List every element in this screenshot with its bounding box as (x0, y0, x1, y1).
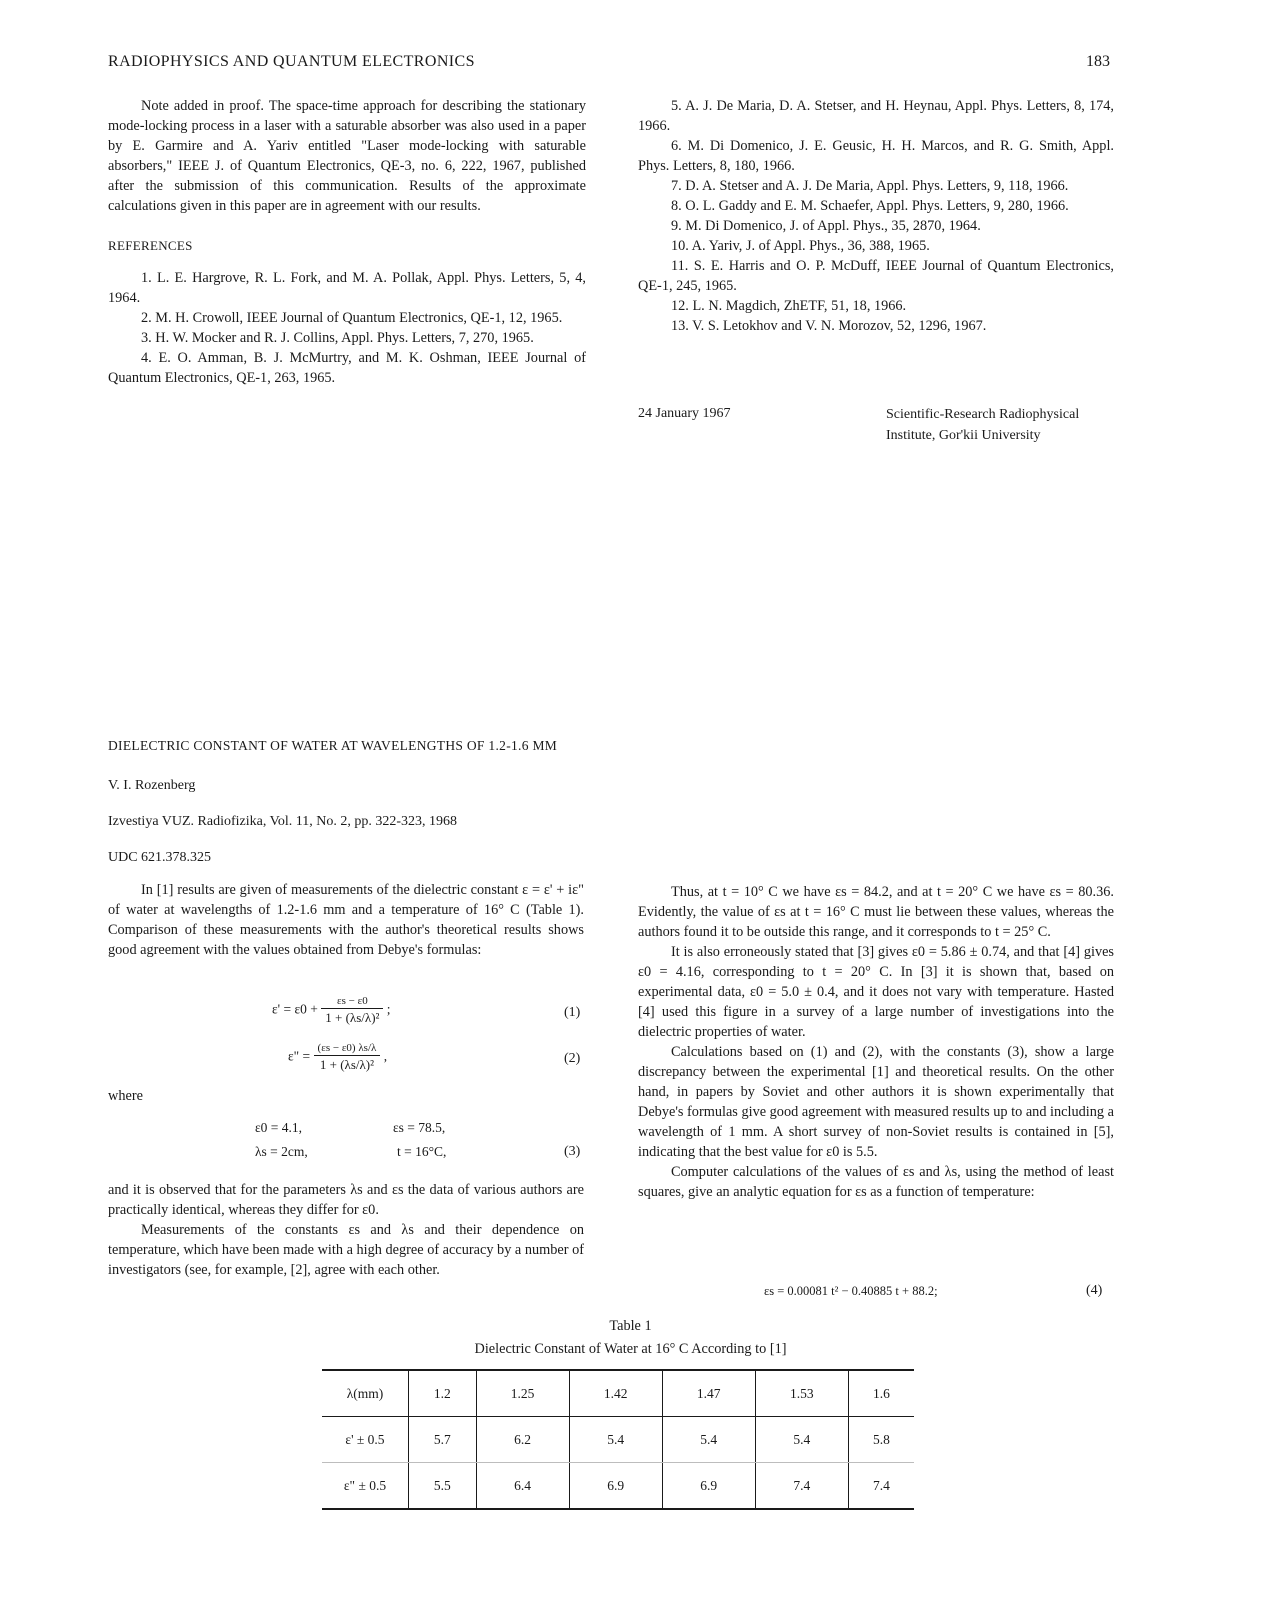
upper-right-column (638, 96, 1114, 336)
paragraph: Computer calculations of the values of εs and λs, using the method of least squares, give an analytic equation for εs as a function of temperature: (638, 1164, 1114, 1200)
table-cell: 5.8 (848, 1417, 914, 1463)
article-udc: UDC 621.378.325 (108, 850, 212, 865)
constant-t: t = 16°C, (397, 1144, 447, 1159)
numerator: εs − ε0 (321, 994, 383, 1009)
table-header-cell: 1.6 (848, 1370, 914, 1417)
reference-item: 13. V. S. Letokhov and V. N. Morozov, 52, 1296, 1967. (671, 318, 987, 334)
table-header-row (322, 1370, 914, 1417)
table-cell: 6.2 (476, 1417, 569, 1463)
table-cell: 5.7 (409, 1417, 477, 1463)
paragraph: In [1] results are given of measurements of the dielectric constant ε = ε' + iε" of water at wavelengths of 1.2-1.6 mm and a temperature of 16° C (Table 1). Comparison of these measurements with the author's theoretical results shows good agreement with the values obtained from Debye's formulas: (108, 882, 584, 958)
reference-item: 4. E. O. Amman, B. J. McMurtry, and M. K. Oshman, IEEE Journal of Quantum Electronics, QE-1, 263, 1965. (108, 350, 586, 386)
page-number: 183 (1086, 53, 1110, 70)
table-label: Table 1 (609, 1318, 652, 1334)
denominator: 1 + (λs/λ)² (325, 1010, 380, 1025)
equation-lhs: ε" = (288, 1048, 311, 1064)
table-header-cell: 1.25 (476, 1370, 569, 1417)
article-source: Izvestiya VUZ. Radiofizika, Vol. 11, No. 2, pp. 322-323, 1968 (108, 814, 458, 829)
equation-punct: ; (386, 1001, 391, 1017)
equation-1 (272, 994, 391, 1027)
paragraph: Measurements of the constants εs and λs and their dependence on temperature, which have been made with a high degree of accuracy by a number of investigators (see, for example, [2], agree with each other. (108, 1222, 584, 1278)
table-row-label: ε" ± 0.5 (322, 1463, 409, 1510)
equation-number: (3) (564, 1144, 581, 1159)
table-header-cell: 1.47 (662, 1370, 755, 1417)
lower-left-column-bottom (108, 1180, 584, 1280)
note-added-in-proof: Note added in proof. The space-time approach for describing the stationary mode-locking process in a laser with a saturable absorber was also used in a paper by E. Garmire and A. Yariv entitled "Laser mode-locking with saturable absorbers," IEEE J. of Quantum Electronics, QE-3, no. 6, 222, 1967, published after the submission of this communication. Results of the approximate calculations given in this paper are in agreement with our results. (108, 98, 586, 214)
numerator: (εs − ε0) λs/λ (314, 1041, 381, 1056)
fraction (314, 1041, 381, 1074)
reference-item: 2. M. H. Crowoll, IEEE Journal of Quantum Electronics, QE-1, 12, 1965. (141, 310, 563, 326)
table-cell: 6.9 (662, 1463, 755, 1510)
equation-number: (4) (1086, 1283, 1103, 1298)
article-title: DIELECTRIC CONSTANT OF WATER AT WAVELENGTHS OF 1.2-1.6 MM (108, 738, 558, 753)
reference-item: 5. A. J. De Maria, D. A. Stetser, and H. Heynau, Appl. Phys. Letters, 8, 174, 1966. (638, 98, 1114, 134)
reference-item: 3. H. W. Mocker and R. J. Collins, Appl. Phys. Letters, 7, 270, 1965. (141, 330, 534, 346)
table-cell: 5.4 (569, 1417, 662, 1463)
table-cell: 7.4 (755, 1463, 848, 1510)
article-header (108, 736, 708, 884)
reference-item: 12. L. N. Magdich, ZhETF, 51, 18, 1966. (671, 298, 907, 314)
equation-4: εs = 0.00081 t² − 0.40885 t + 88.2; (764, 1284, 938, 1298)
paragraph: Calculations based on (1) and (2), with the constants (3), show a large discrepancy between the experimental [1] and theoretical results. On the other hand, in papers by Soviet and other authors it is shown experimentally that Debye's formulas give good agreement with measured results up to and including a wavelength of 1 mm. A short survey of non-Soviet results is contained in [5], indicating that the best value for ε0 is 5.5. (638, 1044, 1114, 1160)
table-cell: 6.9 (569, 1463, 662, 1510)
table-cell: 7.4 (848, 1463, 914, 1510)
table-row-label: ε' ± 0.5 (322, 1417, 409, 1463)
where-label: where (108, 1088, 143, 1104)
table-caption: Dielectric Constant of Water at 16° C According to [1] (474, 1341, 787, 1357)
references-heading: REFERENCES (108, 238, 193, 253)
lower-left-column-top (108, 880, 584, 960)
fraction (321, 994, 383, 1027)
table-cell: 6.4 (476, 1463, 569, 1510)
lower-right-column (638, 882, 1114, 1202)
table-header-cell: 1.42 (569, 1370, 662, 1417)
reference-item: 1. L. E. Hargrove, R. L. Fork, and M. A. Pollak, Appl. Phys. Letters, 5, 4, 1964. (108, 270, 586, 306)
equation-punct: , (383, 1048, 388, 1064)
table-row (322, 1417, 914, 1463)
reference-item: 7. D. A. Stetser and A. J. De Maria, Appl. Phys. Letters, 9, 118, 1966. (671, 178, 1069, 194)
equation-number: (1) (564, 1005, 581, 1020)
equation-lhs: ε' = ε0 + (272, 1001, 318, 1017)
table-header-cell: λ(mm) (322, 1370, 409, 1417)
article-author: V. I. Rozenberg (108, 778, 196, 793)
table-header-cell: 1.2 (409, 1370, 477, 1417)
dielectric-table (322, 1369, 914, 1510)
reference-item: 8. O. L. Gaddy and E. M. Schaefer, Appl. Phys. Letters, 9, 280, 1966. (671, 198, 1069, 214)
submission-date: 24 January 1967 (638, 406, 731, 421)
upper-left-column (108, 96, 586, 388)
table-cell: 5.4 (755, 1417, 848, 1463)
reference-item: 11. S. E. Harris and O. P. McDuff, IEEE Journal of Quantum Electronics, QE-1, 245, 1965. (638, 258, 1114, 294)
paragraph: and it is observed that for the parameters λs and εs the data of various authors are practically identical, whereas they differ for ε0. (108, 1182, 584, 1218)
denominator: 1 + (λs/λ)² (319, 1057, 375, 1072)
table-cell: 5.5 (409, 1463, 477, 1510)
constant-e0: ε0 = 4.1, (255, 1120, 303, 1135)
reference-item: 9. M. Di Domenico, J. of Appl. Phys., 35, 2870, 1964. (671, 218, 981, 234)
table-header-cell: 1.53 (755, 1370, 848, 1417)
equation-number: (2) (564, 1051, 581, 1066)
journal-header: RADIOPHYSICS AND QUANTUM ELECTRONICS (108, 53, 475, 70)
table-row (322, 1463, 914, 1510)
institution-line: Scientific-Research Radiophysical (886, 407, 1080, 422)
constant-ls: λs = 2cm, (255, 1144, 308, 1159)
reference-item: 6. M. Di Domenico, J. E. Geusic, H. H. Marcos, and R. G. Smith, Appl. Phys. Letters, 8, 180, 1966. (638, 138, 1114, 174)
paragraph: It is also erroneously stated that [3] gives ε0 = 5.86 ± 0.74, and that [4] gives ε0 = 4.16, corresponding to t = 20° C. In [3] it is shown that, based on experimental data, ε0 = 5.0 ± 0.4, and it does not vary with temperature. Hasted [4] used this figure in a survey of a large number of investigations into the dielectric properties of water. (638, 944, 1114, 1040)
constant-es: εs = 78.5, (393, 1120, 446, 1135)
reference-item: 10. A. Yariv, J. of Appl. Phys., 36, 388, 1965. (671, 238, 930, 254)
institution-line: Institute, Gor'kii University (886, 428, 1041, 443)
table-cell: 5.4 (662, 1417, 755, 1463)
equation-2 (288, 1041, 387, 1074)
paragraph: Thus, at t = 10° C we have εs = 84.2, and at t = 20° C we have εs = 80.36. Evidently, the value of εs at t = 16° C must lie between these values, whereas the authors found it to be outside this range, and it corresponds to t = 25° C. (638, 884, 1114, 940)
institution (886, 404, 1079, 446)
